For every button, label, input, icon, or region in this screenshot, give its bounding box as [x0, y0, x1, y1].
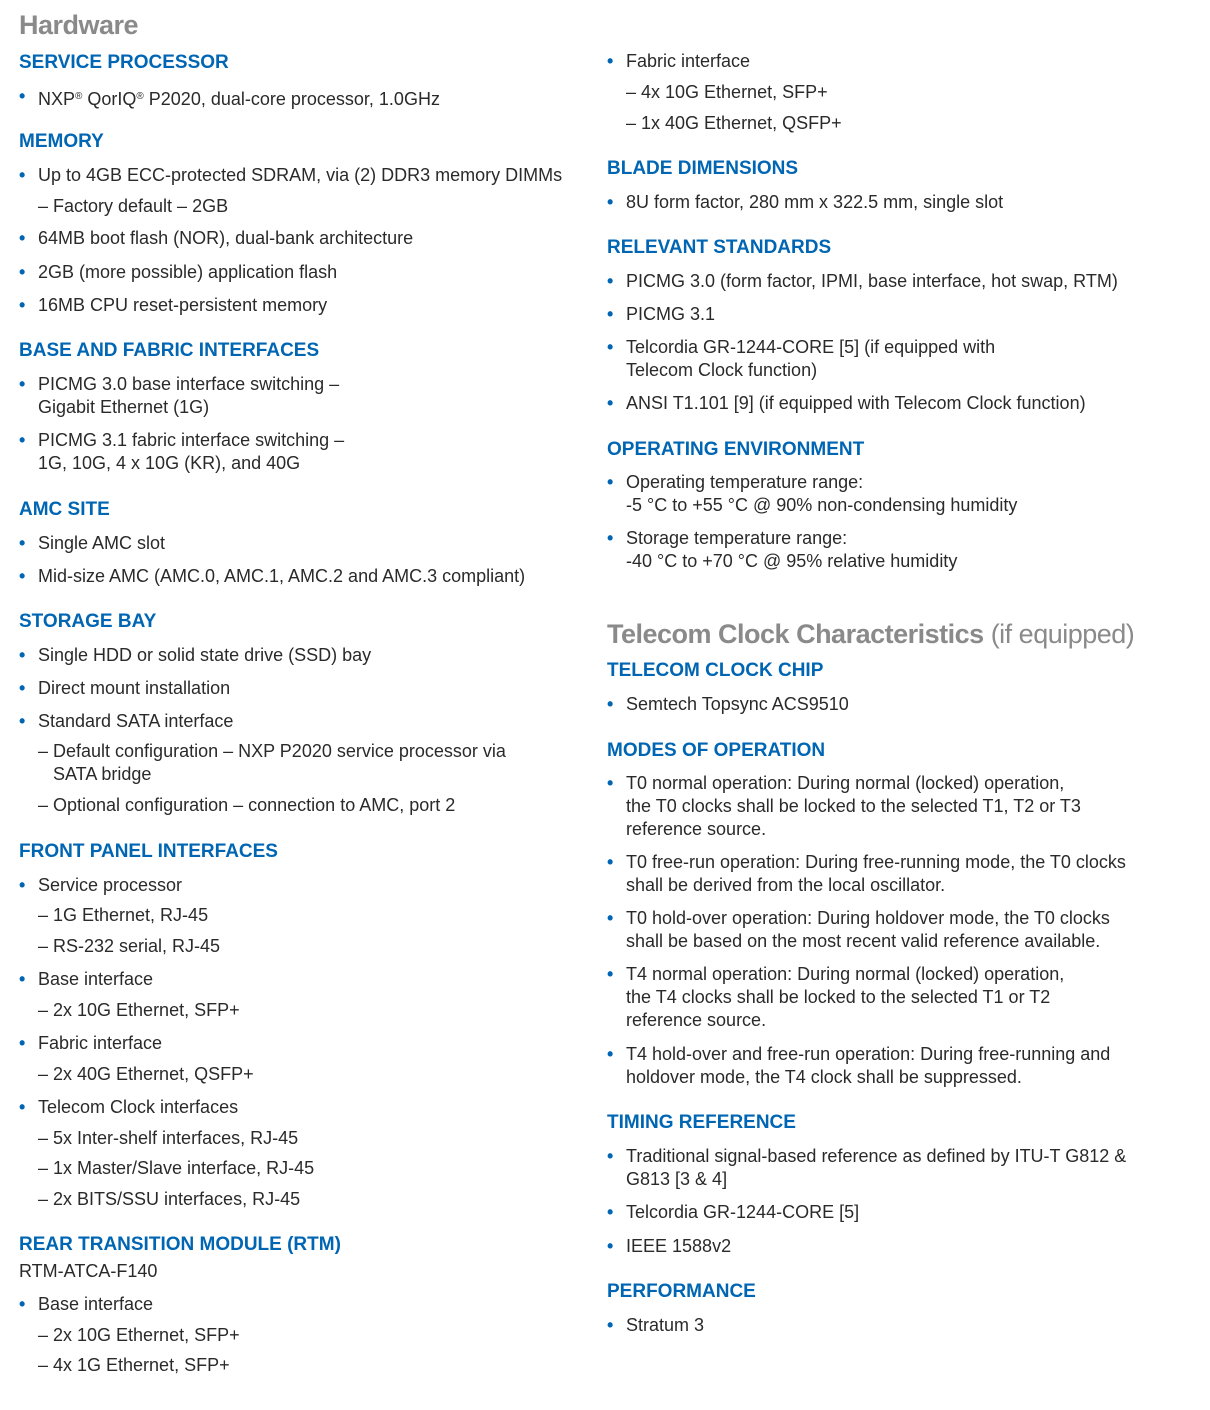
list-item: • Up to 4GB ECC-protected SDRAM, via (2) DDR3 memory DIMMs	[19, 164, 562, 187]
list-item: • 64MB boot flash (NOR), dual-bank architecture	[19, 227, 413, 250]
list-item: • PICMG 3.0 (form factor, IPMI, base interface, hot swap, RTM)	[607, 270, 1118, 293]
storage-bay-heading: STORAGE BAY	[19, 611, 157, 632]
sub-list-item: – Factory default – 2GB	[38, 196, 229, 216]
sub-list-item: – 1x Master/Slave interface, RJ-45	[38, 1158, 315, 1178]
list-item: • T0 hold-over operation: During holdover mode, the T0 clocks shall be based on the most recent valid reference available.	[607, 907, 1110, 953]
relevant-standards-heading: RELEVANT STANDARDS	[607, 237, 832, 258]
list-item: • PICMG 3.1	[607, 303, 715, 326]
list-item: • Mid-size AMC (AMC.0, AMC.1, AMC.2 and AMC.3 compliant)	[19, 565, 525, 588]
sub-list-item: – 1x 40G Ethernet, QSFP+	[626, 113, 842, 133]
list-item: • Direct mount installation	[19, 677, 230, 700]
list-item: • Telcordia GR-1244-CORE [5] (if equipped with Telecom Clock function)	[607, 336, 995, 382]
sub-list-item: – 1G Ethernet, RJ-45	[38, 905, 209, 925]
sub-list-item: – 2x 10G Ethernet, SFP+	[38, 1325, 240, 1345]
list-item: • Standard SATA interface	[19, 710, 233, 733]
sub-list-item: – Optional configuration – connection to AMC, port 2	[38, 795, 456, 815]
list-item: • Fabric interface	[19, 1032, 162, 1055]
list-item: • Base interface	[19, 968, 153, 991]
sub-list-item: – 4x 10G Ethernet, SFP+	[626, 82, 828, 102]
performance-heading: PERFORMANCE	[607, 1281, 756, 1302]
list-item: • Fabric interface	[607, 50, 750, 73]
front-panel-heading: FRONT PANEL INTERFACES	[19, 841, 278, 862]
list-item: • Telecom Clock interfaces	[19, 1096, 238, 1119]
list-item: • Telcordia GR-1244-CORE [5]	[607, 1201, 859, 1224]
sub-list-item: – 2x BITS/SSU interfaces, RJ-45	[38, 1189, 301, 1209]
sub-list-item: – Default configuration – NXP P2020 service processor via SATA bridge	[38, 741, 506, 784]
list-item: • 8U form factor, 280 mm x 322.5 mm, single slot	[607, 191, 1003, 214]
blade-dimensions-heading: BLADE DIMENSIONS	[607, 158, 799, 179]
sub-list-item: – 4x 1G Ethernet, SFP+	[38, 1355, 230, 1375]
rtm-model: RTM-ATCA-F140	[19, 1261, 158, 1281]
memory-heading: MEMORY	[19, 131, 104, 152]
list-item: • PICMG 3.0 base interface switching – Gigabit Ethernet (1G)	[19, 373, 339, 419]
sub-list-item: – 2x 40G Ethernet, QSFP+	[38, 1064, 254, 1084]
list-item: • Single HDD or solid state drive (SSD) bay	[19, 644, 371, 667]
rtm-heading: REAR TRANSITION MODULE (RTM)	[19, 1234, 341, 1255]
list-item: • Storage temperature range: -40 °C to +70 °C @ 95% relative humidity	[607, 527, 957, 573]
list-item: • Semtech Topsync ACS9510	[607, 693, 849, 716]
list-item: • 16MB CPU reset-persistent memory	[19, 294, 327, 317]
list-item: • ANSI T1.101 [9] (if equipped with Telecom Clock function)	[607, 392, 1086, 415]
clock-chip-heading: TELECOM CLOCK CHIP	[607, 660, 824, 681]
list-item: • Single AMC slot	[19, 532, 165, 555]
list-item: • Service processor	[19, 874, 182, 897]
list-item: • Stratum 3	[607, 1314, 704, 1337]
modes-heading: MODES OF OPERATION	[607, 740, 826, 761]
list-item: • IEEE 1588v2	[607, 1235, 731, 1258]
timing-reference-heading: TIMING REFERENCE	[607, 1112, 796, 1133]
operating-environment-heading: OPERATING ENVIRONMENT	[607, 439, 865, 460]
service-processor-heading: SERVICE PROCESSOR	[19, 52, 229, 73]
list-item: • Traditional signal-based reference as defined by ITU-T G812 & G813 [3 & 4]	[607, 1145, 1126, 1191]
hardware-title: Hardware	[19, 10, 139, 40]
list-item: • T4 hold-over and free-run operation: During free-running and holdover mode, the T4 clock shall be suppressed.	[607, 1043, 1110, 1089]
sub-list-item: – 5x Inter-shelf interfaces, RJ-45	[38, 1128, 299, 1148]
list-item: • T4 normal operation: During normal (locked) operation, the T4 clocks shall be locked to the selected T1 or T2 reference source.	[607, 963, 1064, 1032]
list-item: • PICMG 3.1 fabric interface switching – 1G, 10G, 4 x 10G (KR), and 40G	[19, 429, 344, 475]
amc-site-heading: AMC SITE	[19, 499, 110, 520]
list-item: • NXP® QorIQ® P2020, dual-core processor, 1.0GHz	[19, 85, 440, 111]
telecom-clock-title: Telecom Clock Characteristics (if equipped)	[607, 619, 1135, 649]
sub-list-item: – RS-232 serial, RJ-45	[38, 936, 221, 956]
list-item: • T0 free-run operation: During free-running mode, the T0 clocks shall be derived from the local oscillator.	[607, 851, 1126, 897]
base-fabric-heading: BASE AND FABRIC INTERFACES	[19, 340, 320, 361]
list-item: • T0 normal operation: During normal (locked) operation, the T0 clocks shall be locked to the selected T1, T2 or T3 reference source.	[607, 772, 1081, 841]
list-item: • Operating temperature range: -5 °C to +55 °C @ 90% non-condensing humidity	[607, 471, 1017, 517]
sub-list-item: – 2x 10G Ethernet, SFP+	[38, 1000, 240, 1020]
list-item: • Base interface	[19, 1293, 153, 1316]
list-item: • 2GB (more possible) application flash	[19, 261, 337, 284]
